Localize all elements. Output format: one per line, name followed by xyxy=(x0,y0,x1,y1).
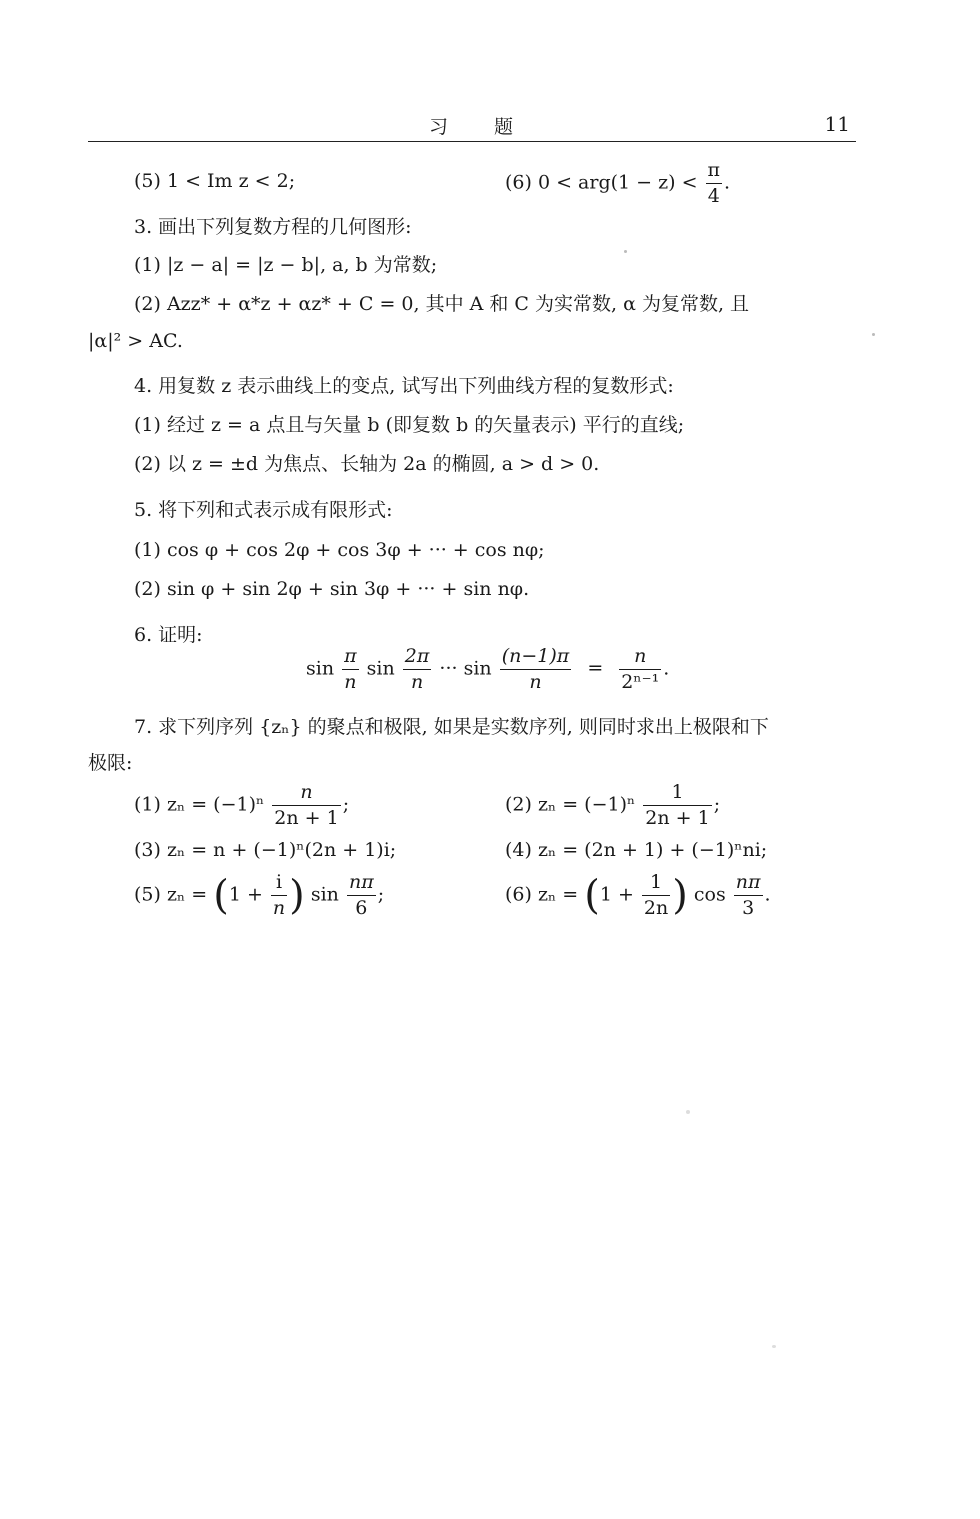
frac-npi-over-6 xyxy=(347,872,376,919)
item-2-fraction xyxy=(643,782,711,829)
frac-rhs xyxy=(619,646,661,693)
frac-den: n xyxy=(410,670,424,693)
frac-num: i xyxy=(271,872,287,896)
item-6-suffix: . xyxy=(724,171,731,194)
problem-2-item-5: (5) 1 < Im z < 2; xyxy=(134,170,296,192)
problem-6-equation xyxy=(306,646,669,693)
problem-7-item-3: (3) zₙ = n + (−1)ⁿ(2n + 1)i; xyxy=(134,839,397,861)
problem-5-item-2: (2) sin φ + sin 2φ + sin 3φ + ··· + sin nφ. xyxy=(134,578,530,600)
frac-den: n xyxy=(529,670,542,693)
page-number: 11 xyxy=(824,112,850,136)
problem-6-stem: 6. 证明: xyxy=(134,624,203,646)
problem-4-stem: 4. 用复数 z 表示曲线上的变点, 试写出下列曲线方程的复数形式: xyxy=(134,375,674,397)
fraction-pi-over-4 xyxy=(706,160,723,207)
item-6-prefix: (6) zₙ = xyxy=(505,883,579,906)
frac-n-minus-1-pi-over-n xyxy=(500,646,572,693)
sin: sin xyxy=(310,883,339,906)
cos: cos xyxy=(693,883,726,906)
problem-3-item-2-line-2: |α|² > AC. xyxy=(88,330,183,352)
problem-7-item-5 xyxy=(134,872,384,919)
item-5-prefix: (5) zₙ = xyxy=(134,883,208,906)
item-1-suffix: ; xyxy=(342,793,350,816)
sin-1: sin xyxy=(306,657,335,680)
problem-3-item-2-line-1: (2) Azz* + α*z + αz* + C = 0, 其中 A 和 C 为实常数, α 为复常数, 且 xyxy=(134,293,750,315)
header-title xyxy=(88,112,856,139)
item-6-prefix: (6) 0 < arg(1 − z) < xyxy=(505,171,698,194)
frac-den: 2ⁿ⁻¹ xyxy=(621,670,660,693)
item-5-suffix: ; xyxy=(377,883,385,906)
frac-npi-over-3 xyxy=(734,872,763,919)
frac-num: 2π xyxy=(403,646,432,670)
running-header xyxy=(88,112,856,142)
header-title-left: 习 xyxy=(428,116,450,138)
frac-num: π xyxy=(706,160,723,184)
problem-3-item-1: (1) |z − a| = |z − b|, a, b 为常数; xyxy=(134,254,438,276)
frac-num: π xyxy=(342,646,359,670)
one-plus: 1 + xyxy=(599,883,634,906)
frac-den: 6 xyxy=(355,896,368,919)
problem-7-item-4: (4) zₙ = (2n + 1) + (−1)ⁿni; xyxy=(505,839,768,861)
right-paren: ) xyxy=(289,872,305,919)
period: . xyxy=(663,657,670,680)
problem-3-stem: 3. 画出下列复数方程的几何图形: xyxy=(134,216,412,238)
scan-speck xyxy=(872,333,875,336)
frac-2pi-over-n xyxy=(403,646,432,693)
problem-7-stem-line-1: 7. 求下列序列 {zₙ} 的聚点和极限, 如果是实数序列, 则同时求出上极限和下 xyxy=(134,716,769,738)
problem-4-item-2: (2) 以 z = ±d 为焦点、长轴为 2a 的椭圆, a > d > 0. xyxy=(134,453,600,475)
frac-den: 4 xyxy=(707,184,720,207)
frac-den: n xyxy=(344,670,357,693)
problem-5-item-1: (1) cos φ + cos 2φ + cos 3φ + ··· + cos nφ; xyxy=(134,539,545,561)
dots: ··· xyxy=(439,657,458,680)
one-plus: 1 + xyxy=(228,883,263,906)
scan-speck xyxy=(772,1345,776,1348)
left-paren: ( xyxy=(213,872,229,919)
problem-7-item-2 xyxy=(505,782,720,829)
problem-2-item-6 xyxy=(505,160,730,207)
item-1-prefix: (1) zₙ = (−1)ⁿ xyxy=(134,793,265,816)
item-2-suffix: ; xyxy=(713,793,721,816)
frac-num: 1 xyxy=(643,782,711,806)
left-paren: ( xyxy=(584,872,600,919)
frac-i-over-n xyxy=(271,872,287,919)
frac-num: n xyxy=(619,646,661,670)
sin-3: sin xyxy=(463,657,492,680)
item-2-prefix: (2) zₙ = (−1)ⁿ xyxy=(505,793,636,816)
right-paren: ) xyxy=(672,872,688,919)
header-rule xyxy=(88,141,856,142)
equals-sign: = xyxy=(587,657,604,680)
problem-5-stem: 5. 将下列和式表示成有限形式: xyxy=(134,499,393,521)
problem-7-stem-line-2: 极限: xyxy=(88,752,133,774)
frac-den: 3 xyxy=(742,896,755,919)
scan-speck xyxy=(686,1110,690,1114)
frac-num: 1 xyxy=(642,872,670,896)
problem-7-item-1 xyxy=(134,782,349,829)
scan-speck xyxy=(624,250,627,253)
frac-1-over-2n xyxy=(642,872,670,919)
frac-pi-over-n xyxy=(342,646,359,693)
frac-den: n xyxy=(272,896,286,919)
frac-num: n xyxy=(272,782,340,806)
item-6-suffix: . xyxy=(764,883,771,906)
problem-4-item-1: (1) 经过 z = a 点且与矢量 b (即复数 b 的矢量表示) 平行的直线; xyxy=(134,414,685,436)
frac-num: nπ xyxy=(734,872,763,896)
sin-2: sin xyxy=(366,657,395,680)
frac-num: (n−1)π xyxy=(500,646,572,670)
frac-den: 2n + 1 xyxy=(274,806,339,829)
header-title-right: 题 xyxy=(494,116,516,138)
frac-num: nπ xyxy=(347,872,376,896)
item-1-fraction xyxy=(272,782,340,829)
frac-den: 2n + 1 xyxy=(645,806,710,829)
problem-7-item-6 xyxy=(505,872,771,919)
frac-den: 2n xyxy=(643,896,669,919)
